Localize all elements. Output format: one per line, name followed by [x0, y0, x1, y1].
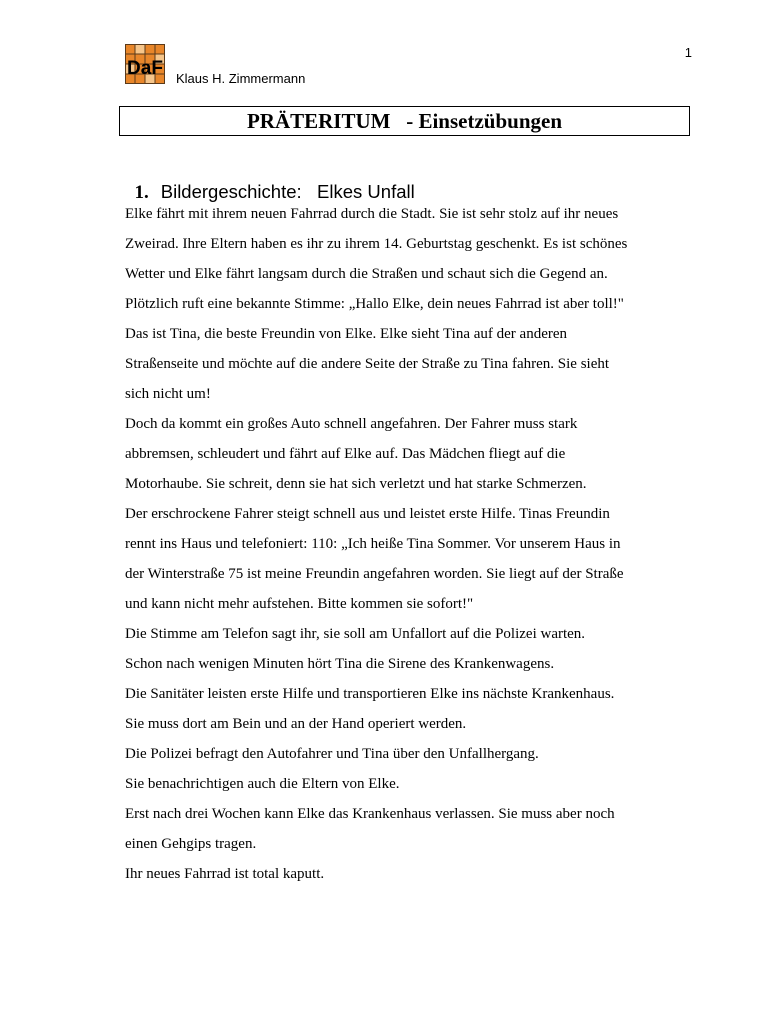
story-line: und kann nicht mehr aufstehen. Bitte kommen sie sofort!"	[125, 596, 474, 612]
story-line: Zweirad. Ihre Eltern haben es ihr zu ihrem 14. Geburtstag geschenkt. Es ist schönes	[125, 236, 628, 252]
story-line: einen Gehgips tragen.	[125, 836, 257, 852]
story-line: Motorhaube. Sie schreit, denn sie hat sich verletzt und hat starke Schmerzen.	[125, 476, 587, 492]
story-line: Wetter und Elke fährt langsam durch die Straßen und schaut sich die Gegend an.	[125, 266, 608, 282]
story-line: Das ist Tina, die beste Freundin von Elke. Elke sieht Tina auf der anderen	[125, 326, 568, 342]
story-line: Straßenseite und möchte auf die andere Seite der Straße zu Tina fahren. Sie sieht	[125, 356, 610, 372]
story-text	[125, 200, 685, 890]
story-line: Doch da kommt ein großes Auto schnell angefahren. Der Fahrer muss stark	[125, 416, 578, 432]
story-line: Plötzlich ruft eine bekannte Stimme: „Hallo Elke, dein neues Fahrrad ist aber toll!"	[125, 296, 624, 312]
story-line: Sie benachrichtigen auch die Eltern von Elke.	[125, 776, 400, 792]
author-name: Klaus H. Zimmermann	[176, 71, 306, 86]
page-title: PRÄTERITUM - Einsetzübungen	[119, 106, 690, 136]
story-line: abbremsen, schleudert und fährt auf Elke auf. Das Mädchen fliegt auf die	[125, 446, 566, 462]
story-line: Sie muss dort am Bein und an der Hand operiert werden.	[125, 716, 467, 732]
story-line: sich nicht um!	[125, 386, 211, 402]
story-line: der Winterstraße 75 ist meine Freundin angefahren worden. Sie liegt auf der Straße	[125, 566, 624, 582]
section-heading	[125, 159, 415, 204]
story-line: Elke fährt mit ihrem neuen Fahrrad durch die Stadt. Sie ist sehr stolz auf ihr neues	[125, 206, 619, 222]
story-line: Erst nach drei Wochen kann Elke das Krankenhaus verlassen. Sie muss aber noch	[125, 806, 615, 822]
story-line: Schon nach wenigen Minuten hört Tina die Sirene des Krankenwagens.	[125, 656, 555, 672]
daf-logo-graphic	[125, 44, 165, 84]
section-title: Bildergeschichte: Elkes Unfall	[160, 181, 415, 202]
story-line: Die Polizei befragt den Autofahrer und Tina über den Unfallhergang.	[125, 746, 539, 762]
page-number: 1	[684, 45, 692, 60]
section-number: 1.	[134, 182, 149, 203]
story-line: Die Sanitäter leisten erste Hilfe und transportieren Elke ins nächste Krankenhaus.	[125, 686, 615, 702]
story-line: Der erschrockene Fahrer steigt schnell aus und leistet erste Hilfe. Tinas Freundin	[125, 506, 610, 522]
story-line: rennt ins Haus und telefoniert: 110: „Ich heiße Tina Sommer. Vor unserem Haus in	[125, 536, 621, 552]
daf-logo	[125, 44, 165, 84]
logo-text: DaF	[127, 58, 163, 79]
story-line: Ihr neues Fahrrad ist total kaputt.	[125, 866, 325, 882]
story-line: Die Stimme am Telefon sagt ihr, sie soll am Unfallort auf die Polizei warten.	[125, 626, 586, 642]
